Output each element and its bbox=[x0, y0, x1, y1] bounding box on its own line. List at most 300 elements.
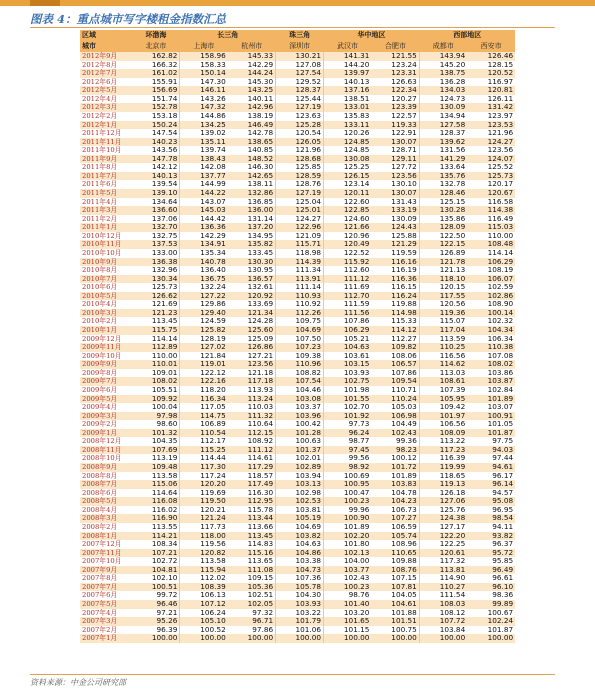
table-cell: 143.56 bbox=[132, 146, 180, 155]
table-row bbox=[80, 86, 515, 95]
table-cell: 126.63 bbox=[371, 78, 419, 87]
table-cell: 102.13 bbox=[324, 549, 372, 558]
table-cell: 108.76 bbox=[371, 566, 419, 575]
table-cell: 121.18 bbox=[228, 369, 276, 378]
table-cell: 116.49 bbox=[467, 215, 515, 224]
table-cell: 122.16 bbox=[180, 377, 228, 386]
table-cell: 105.95 bbox=[419, 395, 467, 404]
table-cell: 113.45 bbox=[132, 317, 180, 326]
table-cell: 134.64 bbox=[132, 198, 180, 207]
table-cell: 123.24 bbox=[371, 61, 419, 70]
table-cell: 108.90 bbox=[467, 300, 515, 309]
table-cell: 119.13 bbox=[419, 480, 467, 489]
table-cell: 142.78 bbox=[228, 129, 276, 138]
table-cell: 103.83 bbox=[371, 480, 419, 489]
row-date-label: 2009年11月 bbox=[80, 343, 132, 352]
table-cell: 120.54 bbox=[276, 129, 324, 138]
table-cell: 104.63 bbox=[324, 343, 372, 352]
table-cell: 98.76 bbox=[324, 591, 372, 600]
table-row bbox=[80, 232, 515, 241]
table-cell: 108.12 bbox=[419, 609, 467, 618]
table-cell: 117.24 bbox=[180, 472, 228, 481]
table-cell: 108.48 bbox=[467, 240, 515, 249]
table-cell: 105.10 bbox=[180, 617, 228, 626]
table-cell: 106.29 bbox=[467, 258, 515, 267]
table-cell: 110.92 bbox=[276, 300, 324, 309]
table-cell: 110.64 bbox=[228, 420, 276, 429]
table-cell: 138.43 bbox=[180, 155, 228, 164]
table-cell: 113.81 bbox=[419, 566, 467, 575]
table-cell: 112.89 bbox=[132, 343, 180, 352]
row-date-label: 2009年12月 bbox=[80, 335, 132, 344]
row-date-label: 2008年10月 bbox=[80, 454, 132, 463]
table-cell: 142.08 bbox=[180, 163, 228, 172]
table-cell: 123.39 bbox=[371, 103, 419, 112]
region-header: 西部地区 bbox=[419, 30, 515, 41]
row-date-label: 2007年8月 bbox=[80, 574, 132, 583]
table-cell: 102.59 bbox=[467, 283, 515, 292]
table-cell: 113.44 bbox=[228, 514, 276, 523]
table-cell: 125.88 bbox=[371, 232, 419, 241]
table-cell: 137.06 bbox=[132, 215, 180, 224]
table-cell: 133.01 bbox=[324, 103, 372, 112]
table-cell: 133.00 bbox=[132, 249, 180, 258]
table-cell: 111.34 bbox=[276, 266, 324, 275]
table-cell: 95.26 bbox=[132, 617, 180, 626]
table-cell: 103.22 bbox=[276, 609, 324, 618]
table-cell: 101.28 bbox=[276, 429, 324, 438]
row-date-label: 2007年3月 bbox=[80, 617, 132, 626]
table-cell: 115.06 bbox=[132, 480, 180, 489]
table-cell: 120.15 bbox=[419, 283, 467, 292]
table-cell: 108.61 bbox=[419, 377, 467, 386]
table-cell: 117.73 bbox=[180, 523, 228, 532]
table-cell: 130.07 bbox=[371, 189, 419, 198]
table-cell: 113.19 bbox=[132, 454, 180, 463]
table-cell: 100.23 bbox=[324, 583, 372, 592]
source-note: 资料来源：中金公司研究部 bbox=[30, 678, 126, 687]
table-cell: 139.54 bbox=[132, 180, 180, 189]
table-row bbox=[80, 429, 515, 438]
table-cell: 115.78 bbox=[228, 506, 276, 515]
table-row bbox=[80, 446, 515, 455]
table-cell: 112.95 bbox=[228, 497, 276, 506]
row-date-label: 2011年7月 bbox=[80, 172, 132, 181]
table-cell: 115.07 bbox=[419, 317, 467, 326]
table-cell: 136.28 bbox=[419, 78, 467, 87]
table-row bbox=[80, 300, 515, 309]
table-row bbox=[80, 557, 515, 566]
table-cell: 108.02 bbox=[132, 377, 180, 386]
table-cell: 111.54 bbox=[419, 591, 467, 600]
table-cell: 103.84 bbox=[419, 626, 467, 635]
table-cell: 120.11 bbox=[324, 189, 372, 198]
table-row bbox=[80, 609, 515, 618]
table-cell: 128.59 bbox=[276, 172, 324, 181]
table-cell: 116.15 bbox=[371, 283, 419, 292]
table-cell: 113.45 bbox=[228, 532, 276, 541]
table-cell: 123.56 bbox=[228, 360, 276, 369]
table-row bbox=[80, 463, 515, 472]
table-cell: 128.71 bbox=[371, 146, 419, 155]
table-cell: 140.11 bbox=[228, 95, 276, 104]
table-cell: 113.93 bbox=[228, 386, 276, 395]
table-cell: 133.19 bbox=[371, 206, 419, 215]
table-cell: 113.03 bbox=[419, 369, 467, 378]
table-row bbox=[80, 523, 515, 532]
table-cell: 101.87 bbox=[467, 429, 515, 438]
table-cell: 116.16 bbox=[371, 258, 419, 267]
row-date-label: 2012年4月 bbox=[80, 95, 132, 104]
city-header: 武汉市 bbox=[324, 41, 372, 52]
table-cell: 142.12 bbox=[132, 163, 180, 172]
table-cell: 97.21 bbox=[132, 609, 180, 618]
table-cell: 145.33 bbox=[228, 52, 276, 61]
table-cell: 124.28 bbox=[228, 317, 276, 326]
table-cell: 121.69 bbox=[132, 300, 180, 309]
table-cell: 125.73 bbox=[132, 283, 180, 292]
table-cell: 123.56 bbox=[371, 172, 419, 181]
table-cell: 112.70 bbox=[324, 292, 372, 301]
table-cell: 137.20 bbox=[228, 223, 276, 232]
row-date-label: 2011年2月 bbox=[80, 215, 132, 224]
table-cell: 127.19 bbox=[276, 103, 324, 112]
row-date-label: 2009年3月 bbox=[80, 412, 132, 421]
table-cell: 116.36 bbox=[371, 275, 419, 284]
table-cell: 135.83 bbox=[324, 112, 372, 121]
table-row bbox=[80, 420, 515, 429]
figure-title: 图表 4：重点城市写字楼租金指数汇总 bbox=[30, 12, 227, 26]
table-cell: 110.24 bbox=[371, 395, 419, 404]
logo bbox=[30, 0, 60, 6]
table-cell: 132.24 bbox=[180, 283, 228, 292]
table-row bbox=[80, 163, 515, 172]
row-date-label: 2011年6月 bbox=[80, 180, 132, 189]
table-cell: 117.32 bbox=[419, 557, 467, 566]
row-date-label: 2009年5月 bbox=[80, 395, 132, 404]
table-cell: 136.40 bbox=[180, 266, 228, 275]
table-cell: 100.42 bbox=[276, 420, 324, 429]
table-row bbox=[80, 240, 515, 249]
row-date-label: 2010年10月 bbox=[80, 249, 132, 258]
table-cell: 108.02 bbox=[467, 360, 515, 369]
table-cell: 112.15 bbox=[228, 429, 276, 438]
table-cell: 120.81 bbox=[467, 86, 515, 95]
table-cell: 114.83 bbox=[228, 540, 276, 549]
table-row bbox=[80, 369, 515, 378]
table-cell: 116.08 bbox=[132, 497, 180, 506]
table-cell: 124.43 bbox=[371, 223, 419, 232]
table-cell: 109.88 bbox=[371, 557, 419, 566]
row-date-label: 2008年9月 bbox=[80, 463, 132, 472]
table-cell: 145.30 bbox=[228, 78, 276, 87]
city-header: 合肥市 bbox=[371, 41, 419, 52]
row-date-label: 2011年5月 bbox=[80, 189, 132, 198]
table-cell: 123.53 bbox=[467, 121, 515, 130]
table-row bbox=[80, 437, 515, 446]
table-cell: 138.19 bbox=[228, 112, 276, 121]
table-cell: 104.81 bbox=[132, 566, 180, 575]
table-cell: 104.63 bbox=[276, 540, 324, 549]
table-cell: 115.94 bbox=[180, 566, 228, 575]
table-cell: 107.23 bbox=[276, 343, 324, 352]
table-cell: 104.49 bbox=[371, 420, 419, 429]
table-cell: 166.32 bbox=[132, 61, 180, 70]
table-cell: 125.85 bbox=[276, 163, 324, 172]
table-cell: 110.93 bbox=[276, 292, 324, 301]
table-row bbox=[80, 480, 515, 489]
table-cell: 107.81 bbox=[371, 583, 419, 592]
table-row bbox=[80, 95, 515, 104]
table-cell: 122.57 bbox=[371, 112, 419, 121]
table-cell: 143.25 bbox=[228, 86, 276, 95]
row-date-label: 2007年11月 bbox=[80, 549, 132, 558]
table-cell: 125.44 bbox=[276, 95, 324, 104]
table-cell: 128.68 bbox=[276, 155, 324, 164]
table-cell: 126.89 bbox=[419, 249, 467, 258]
table-cell: 101.88 bbox=[371, 609, 419, 618]
table-cell: 121.09 bbox=[276, 232, 324, 241]
table-cell: 125.28 bbox=[276, 121, 324, 130]
table-row bbox=[80, 454, 515, 463]
region-header: 华中地区 bbox=[324, 30, 420, 41]
table-cell: 124.27 bbox=[276, 215, 324, 224]
table-cell: 113.58 bbox=[132, 472, 180, 481]
table-cell: 102.51 bbox=[228, 591, 276, 600]
table-cell: 139.62 bbox=[419, 138, 467, 147]
table-cell: 100.00 bbox=[324, 634, 372, 643]
table-cell: 106.29 bbox=[324, 326, 372, 335]
row-date-label: 2007年6月 bbox=[80, 591, 132, 600]
row-date-label: 2012年3月 bbox=[80, 103, 132, 112]
table-cell: 122.52 bbox=[324, 249, 372, 258]
table-cell: 110.65 bbox=[371, 549, 419, 558]
row-date-label: 2011年12月 bbox=[80, 129, 132, 138]
table-cell: 115.33 bbox=[371, 317, 419, 326]
row-date-label: 2008年2月 bbox=[80, 523, 132, 532]
table-cell: 130.08 bbox=[324, 155, 372, 164]
table-cell: 153.18 bbox=[132, 112, 180, 121]
table-cell: 114.14 bbox=[132, 335, 180, 344]
table-cell: 118.00 bbox=[180, 532, 228, 541]
row-date-label: 2012年9月 bbox=[80, 52, 132, 61]
table-cell: 96.24 bbox=[324, 429, 372, 438]
table-cell: 103.87 bbox=[467, 377, 515, 386]
table-cell: 100.90 bbox=[324, 514, 372, 523]
table-cell: 115.71 bbox=[276, 240, 324, 249]
table-cell: 103.38 bbox=[276, 557, 324, 566]
table-cell: 132.70 bbox=[132, 223, 180, 232]
table-cell: 136.36 bbox=[180, 223, 228, 232]
table-cell: 126.86 bbox=[228, 343, 276, 352]
table-cell: 158.96 bbox=[180, 52, 228, 61]
row-date-label: 2010年7月 bbox=[80, 275, 132, 284]
table-cell: 96.95 bbox=[467, 506, 515, 515]
table-cell: 102.10 bbox=[132, 574, 180, 583]
table-row bbox=[80, 532, 515, 541]
row-date-label: 2007年2月 bbox=[80, 626, 132, 635]
table-cell: 115.16 bbox=[228, 549, 276, 558]
table-row bbox=[80, 189, 515, 198]
row-date-label: 2009年8月 bbox=[80, 369, 132, 378]
row-date-label: 2010年8月 bbox=[80, 266, 132, 275]
row-date-label: 2011年10月 bbox=[80, 146, 132, 155]
table-cell: 126.18 bbox=[419, 489, 467, 498]
table-cell: 110.54 bbox=[180, 429, 228, 438]
table-cell: 141.29 bbox=[419, 155, 467, 164]
table-cell: 116.34 bbox=[180, 395, 228, 404]
table-cell: 121.55 bbox=[371, 52, 419, 61]
table-cell: 102.72 bbox=[132, 557, 180, 566]
table-cell: 103.15 bbox=[324, 360, 372, 369]
table-cell: 94.57 bbox=[467, 489, 515, 498]
row-date-label: 2008年8月 bbox=[80, 472, 132, 481]
table-cell: 124.07 bbox=[467, 155, 515, 164]
table-row bbox=[80, 600, 515, 609]
table-cell: 108.39 bbox=[180, 583, 228, 592]
table-cell: 117.29 bbox=[228, 463, 276, 472]
table-cell: 98.60 bbox=[132, 420, 180, 429]
table-cell: 134.91 bbox=[180, 240, 228, 249]
table-cell: 102.20 bbox=[324, 532, 372, 541]
table-cell: 142.29 bbox=[180, 232, 228, 241]
table-cell: 100.12 bbox=[371, 454, 419, 463]
city-header: 成都市 bbox=[419, 41, 467, 52]
table-cell: 96.17 bbox=[467, 472, 515, 481]
table-cell: 125.04 bbox=[276, 198, 324, 207]
row-date-label: 2007年9月 bbox=[80, 566, 132, 575]
table-cell: 136.57 bbox=[228, 275, 276, 284]
table-cell: 140.78 bbox=[180, 258, 228, 267]
row-date-label: 2011年8月 bbox=[80, 163, 132, 172]
table-cell: 94.61 bbox=[467, 463, 515, 472]
city-header: 西安市 bbox=[467, 41, 515, 52]
table-cell: 95.72 bbox=[467, 549, 515, 558]
table-cell: 105.36 bbox=[228, 583, 276, 592]
table-cell: 110.27 bbox=[419, 583, 467, 592]
table-cell: 139.74 bbox=[180, 146, 228, 155]
table-cell: 104.73 bbox=[276, 566, 324, 575]
row-date-label: 2007年1月 bbox=[80, 634, 132, 643]
table-cell: 97.86 bbox=[228, 626, 276, 635]
table-cell: 127.21 bbox=[228, 352, 276, 361]
table-cell: 121.13 bbox=[419, 266, 467, 275]
table-cell: 113.22 bbox=[419, 437, 467, 446]
table-cell: 120.82 bbox=[180, 549, 228, 558]
table-cell: 122.91 bbox=[371, 129, 419, 138]
table-cell: 119.33 bbox=[371, 121, 419, 130]
table-cell: 104.69 bbox=[276, 523, 324, 532]
table-cell: 117.05 bbox=[180, 403, 228, 412]
table-cell: 108.92 bbox=[228, 437, 276, 446]
row-date-label: 2009年7月 bbox=[80, 377, 132, 386]
table-cell: 96.61 bbox=[467, 574, 515, 583]
table-cell: 127.72 bbox=[371, 163, 419, 172]
row-date-label: 2007年5月 bbox=[80, 600, 132, 609]
table-cell: 132.78 bbox=[419, 180, 467, 189]
table-cell: 103.93 bbox=[324, 369, 372, 378]
table-row bbox=[80, 626, 515, 635]
table-cell: 104.00 bbox=[324, 557, 372, 566]
row-date-label: 2008年1月 bbox=[80, 532, 132, 541]
table-cell: 131.42 bbox=[467, 103, 515, 112]
table-cell: 144.22 bbox=[180, 189, 228, 198]
table-cell: 118.65 bbox=[419, 472, 467, 481]
table-cell: 100.00 bbox=[371, 634, 419, 643]
table-cell: 113.59 bbox=[419, 335, 467, 344]
table-cell: 118.20 bbox=[180, 386, 228, 395]
table-cell: 142.29 bbox=[228, 61, 276, 70]
table-cell: 121.34 bbox=[228, 309, 276, 318]
table-row bbox=[80, 634, 515, 643]
table-cell: 135.82 bbox=[228, 240, 276, 249]
table-cell: 104.23 bbox=[371, 497, 419, 506]
table-row bbox=[80, 198, 515, 207]
table-cell: 123.97 bbox=[467, 112, 515, 121]
table-cell: 96.71 bbox=[228, 617, 276, 626]
table-cell: 121.96 bbox=[276, 146, 324, 155]
table-cell: 101.89 bbox=[467, 395, 515, 404]
table-row bbox=[80, 617, 515, 626]
table-cell: 137.77 bbox=[180, 172, 228, 181]
table-cell: 144.24 bbox=[228, 69, 276, 78]
city-header: 杭州市 bbox=[228, 41, 276, 52]
row-date-label: 2007年4月 bbox=[80, 609, 132, 618]
table-cell: 130.21 bbox=[276, 52, 324, 61]
table-cell: 158.33 bbox=[180, 61, 228, 70]
table-cell: 112.17 bbox=[180, 437, 228, 446]
row-date-label: 2010年2月 bbox=[80, 317, 132, 326]
table-cell: 110.01 bbox=[132, 360, 180, 369]
table-cell: 133.45 bbox=[228, 249, 276, 258]
table-cell: 109.38 bbox=[276, 352, 324, 361]
city-header: 北京市 bbox=[132, 41, 180, 52]
table-cell: 126.11 bbox=[467, 95, 515, 104]
row-date-label: 2008年12月 bbox=[80, 437, 132, 446]
table-cell: 93.82 bbox=[467, 532, 515, 541]
table-row bbox=[80, 146, 515, 155]
table-cell: 117.55 bbox=[419, 292, 467, 301]
table-cell: 117.23 bbox=[419, 446, 467, 455]
table-cell: 105.03 bbox=[371, 403, 419, 412]
table-cell: 124.85 bbox=[324, 146, 372, 155]
table-row bbox=[80, 61, 515, 70]
table-cell: 110.00 bbox=[467, 232, 515, 241]
table-cell: 134.95 bbox=[228, 232, 276, 241]
table-cell: 130.28 bbox=[419, 206, 467, 215]
table-cell: 129.40 bbox=[180, 309, 228, 318]
table-cell: 100.63 bbox=[276, 437, 324, 446]
table-cell: 120.56 bbox=[419, 300, 467, 309]
table-cell: 112.02 bbox=[180, 574, 228, 583]
table-cell: 107.50 bbox=[276, 335, 324, 344]
table-cell: 114.39 bbox=[276, 258, 324, 267]
table-row bbox=[80, 540, 515, 549]
table-cell: 109.82 bbox=[371, 343, 419, 352]
table-cell: 97.75 bbox=[467, 437, 515, 446]
table-cell: 106.34 bbox=[467, 335, 515, 344]
table-cell: 144.99 bbox=[180, 180, 228, 189]
table-row bbox=[80, 489, 515, 498]
table-row bbox=[80, 129, 515, 138]
table-cell: 130.09 bbox=[419, 103, 467, 112]
table-cell: 114.98 bbox=[371, 309, 419, 318]
table-cell: 116.39 bbox=[419, 454, 467, 463]
table-row bbox=[80, 472, 515, 481]
city-header-label: 城市 bbox=[80, 41, 132, 52]
table-cell: 131.56 bbox=[419, 146, 467, 155]
table-cell: 137.53 bbox=[132, 240, 180, 249]
